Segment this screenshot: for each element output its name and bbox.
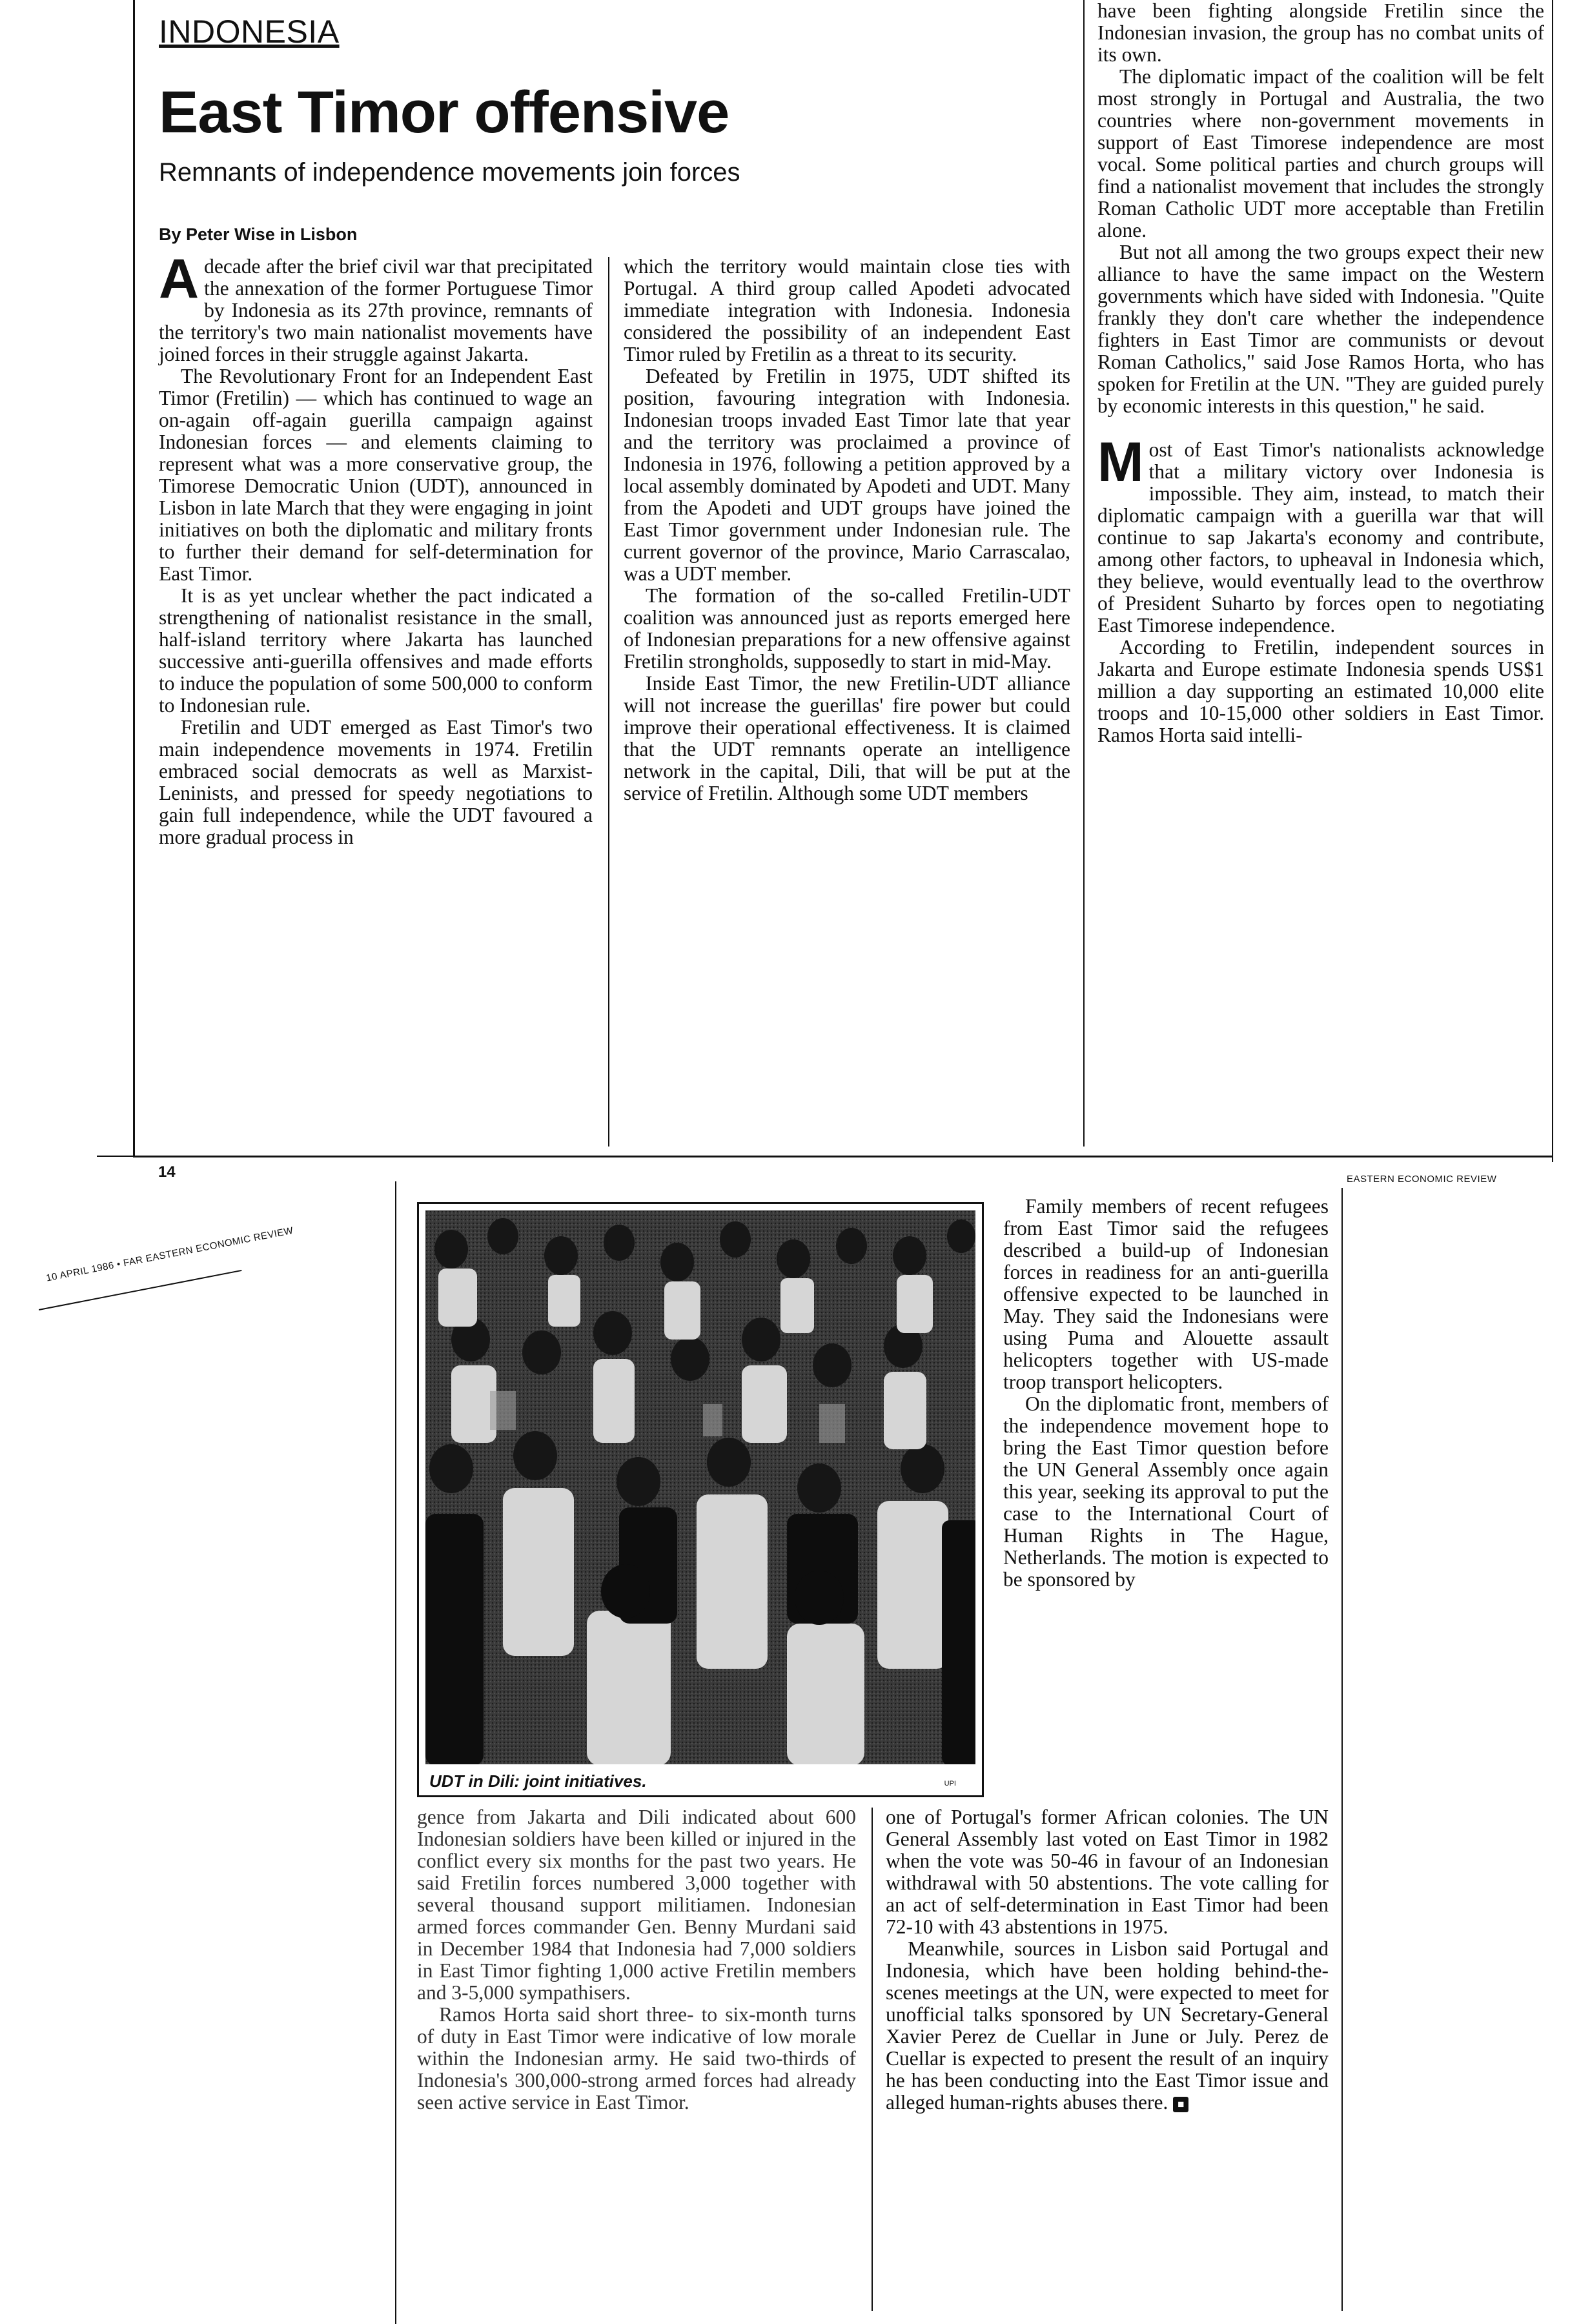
paragraph: which the territory would maintain close ties with Portugal. A third group called Apodeti advocated immediate integration with Indonesia. Indonesia considered the possibility of an independent East Timor ruled by Fretilin as a threat to its security.	[624, 255, 1070, 365]
page-number: 14	[158, 1163, 176, 1181]
end-mark-icon: ■	[1173, 2097, 1188, 2112]
drop-cap-a: A	[159, 248, 199, 310]
paragraph: ost of East Timor's nationalists acknowledge that a military victory over Indonesia is impossible. They aim, instead, to match their diplomatic campaign with a guerilla war that will continue to sap Jakarta's economy and contribute, among other factors, to upheaval in Indonesia which, they believe, would eventually lead to the overthrow of President Suharto by forces open to negotiating East Timorese independence.	[1097, 438, 1544, 637]
dateline: 10 APRIL 1986 • FAR EASTERN ECONOMIC REVIEW	[45, 1225, 294, 1284]
article-column-1	[159, 248, 593, 848]
paragraph: decade after the brief civil war that precipitated the annexation of the former Portuguese Timor by Indonesia as its 27th province, remnants of the territory's two main nationalist movements have joined forces in their struggle against Jakarta.	[159, 255, 593, 365]
page-divider-short	[97, 1156, 136, 1157]
photo-caption: UDT in Dili: joint initiatives.	[429, 1771, 647, 1791]
paragraph: one of Portugal's former African colonies. The UN General Assembly last voted on East Timor in 1982 when the vote was 50-46 in favour of an Indonesian withdrawal with 50 abstentions. The vote calling for an act of self-determination in East Timor had been 72-10 with 43 abstentions in 1975.	[886, 1806, 1329, 1938]
paragraph: The Revolutionary Front for an Independent East Timor (Fretilin) — which has continued to wage an on-again off-again guerilla campaign against Indonesian forces — and elements claiming to represent what was a more conservative group, the Timorese Democratic Union (UDT), announced in Lisbon in late March that they were engaging in joint initiatives on both the diplomatic and military fronts to further their demand for self-determination for East Timor.	[159, 365, 593, 585]
article-column-3	[1097, 0, 1544, 746]
running-head: EASTERN ECONOMIC REVIEW	[1347, 1174, 1497, 1185]
drop-cap-m: M	[1097, 431, 1144, 493]
paragraph: The formation of the so-called Fretilin-UDT coalition was announced just as reports emerged here of Indonesian preparations for a new offensive against Fretilin strongholds, supposedly to start in mid-May.	[624, 584, 1070, 673]
paragraph: gence from Jakarta and Dili indicated about 600 Indonesian soldiers have been killed or injured in the conflict every six months for the past two years. He said Fretilin forces numbered 3,000 together with several thousand support militiamen. Indonesian armed forces commander Gen. Benny Murdani said in December 1984 that Indonesia had 7,000 soldiers in East Timor fighting 1,000 active Fretilin members and 3-5,000 sympathisers.	[417, 1806, 856, 2004]
byline: By Peter Wise in Lisbon	[159, 225, 358, 244]
crowd-photo-image	[425, 1210, 975, 1764]
paragraph: Fretilin and UDT emerged as East Timor's two main independence movements in 1974. Fretilin embraced social democrats as well as Marxist-Leninists, and pressed for speedy negotiations to gain full independence, while the UDT favoured a more gradual process in	[159, 716, 593, 848]
deck: Remnants of independence movements join forces	[159, 158, 740, 187]
paragraph: have been fighting alongside Fretilin since the Indonesian invasion, the group has no combat units of its own.	[1097, 0, 1544, 66]
article-column-4	[417, 1806, 856, 2114]
paragraph: On the diplomatic front, members of the independence movement hope to bring the East Timor question before the UN General Assembly once again this year, seeking its approval to put the case to the International Court of Human Rights in The Hague, Netherlands. The motion is expected to be sponsored by	[1003, 1392, 1329, 1591]
column-rule	[608, 257, 609, 1147]
page-divider	[133, 1156, 1553, 1157]
paragraph: According to Fretilin, independent sources in Jakarta and Europe estimate Indonesia spends US$1 million a day supporting an estimated 10,000 elite troops and 10-15,000 other soldiers in East Timor. Ramos Horta said intelli-	[1097, 636, 1544, 746]
right-edge-rule	[1552, 0, 1553, 1162]
column-rule	[872, 1808, 873, 2311]
paragraph: Defeated by Fretilin in 1975, UDT shifted its position, favouring integration with Indonesia. Indonesian troops invaded East Timor late that year and the territory was proclaimed a province of Indonesia in 1976, following a petition approved by a local assembly dominated by Apodeti and UDT. Many from the Apodeti and UDT groups have joined the East Timor government under Indonesian rule. The current governor of the province, Mario Carrascalao, was a UDT member.	[624, 365, 1070, 585]
column-rule	[395, 1181, 396, 2324]
article-column-5	[1003, 1196, 1329, 1591]
news-photo	[417, 1202, 984, 1797]
headline: East Timor offensive	[159, 79, 729, 145]
paragraph: Ramos Horta said short three- to six-month turns of duty in East Timor were indicative of low morale within the Indonesian army. He said two-thirds of Indonesia's 300,000-strong armed forces had already seen active service in East Timor.	[417, 2003, 856, 2114]
photo-credit: UPI	[944, 1780, 956, 1788]
column-rule	[1083, 0, 1085, 1147]
left-column-rule	[133, 0, 135, 1156]
paragraph: It is as yet unclear whether the pact indicated a strengthening of nationalist resistance in the small, half-island territory where Jakarta has launched successive anti-guerilla offensives and made efforts to induce the population of some 500,000 to conform to Indonesian rule.	[159, 584, 593, 717]
paragraph: Family members of recent refugees from East Timor said the refugees described a build-up of Indonesian forces in readiness for an anti-guerilla offensive expected to be launched in May. They said the Indonesians were using Puma and Alouette assault helicopters together with US-made troop transport helicopters.	[1003, 1195, 1329, 1393]
paragraph: Meanwhile, sources in Lisbon said Portugal and Indonesia, which have been holding behind-the-scenes meetings at the UN, were expected to meet for unofficial talks sponsored by UN Secretary-General Xavier Perez de Cuellar in June or July. Perez de Cuellar is expected to present the result of an inquiry he has been conducting into the East Timor issue and alleged human-rights abuses there.	[886, 1937, 1329, 2114]
paragraph: Inside East Timor, the new Fretilin-UDT alliance will not increase the guerillas' fire power but could improve their operational effectiveness. It is claimed that the UDT remnants operate an intelligence network in the capital, Dili, that will be put at the service of Fretilin. Although some UDT members	[624, 672, 1070, 804]
paragraph: But not all among the two groups expect their new alliance to have the same impact on the Western governments which have sided with Indonesia. "Quite frankly they don't care whether the independence fighters in East Timor are communists or devout Roman Catholics," said Jose Ramos Horta, who has spoken for Fretilin at the UN. "They are guided purely by economic interests in this question," he said.	[1097, 241, 1544, 417]
section-label: INDONESIA	[159, 14, 340, 50]
paragraph: The diplomatic impact of the coalition will be felt most strongly in Portugal and Australia, the two countries where non-government movements in support of East Timorese independence are most vocal. Some political parties and church groups will find a nationalist movement that includes the strongly Roman Catholic UDT more acceptable than Fretilin alone.	[1097, 65, 1544, 241]
article-column-2	[624, 256, 1070, 804]
article-column-6	[886, 1806, 1329, 2114]
column-rule	[1341, 1188, 1343, 2311]
